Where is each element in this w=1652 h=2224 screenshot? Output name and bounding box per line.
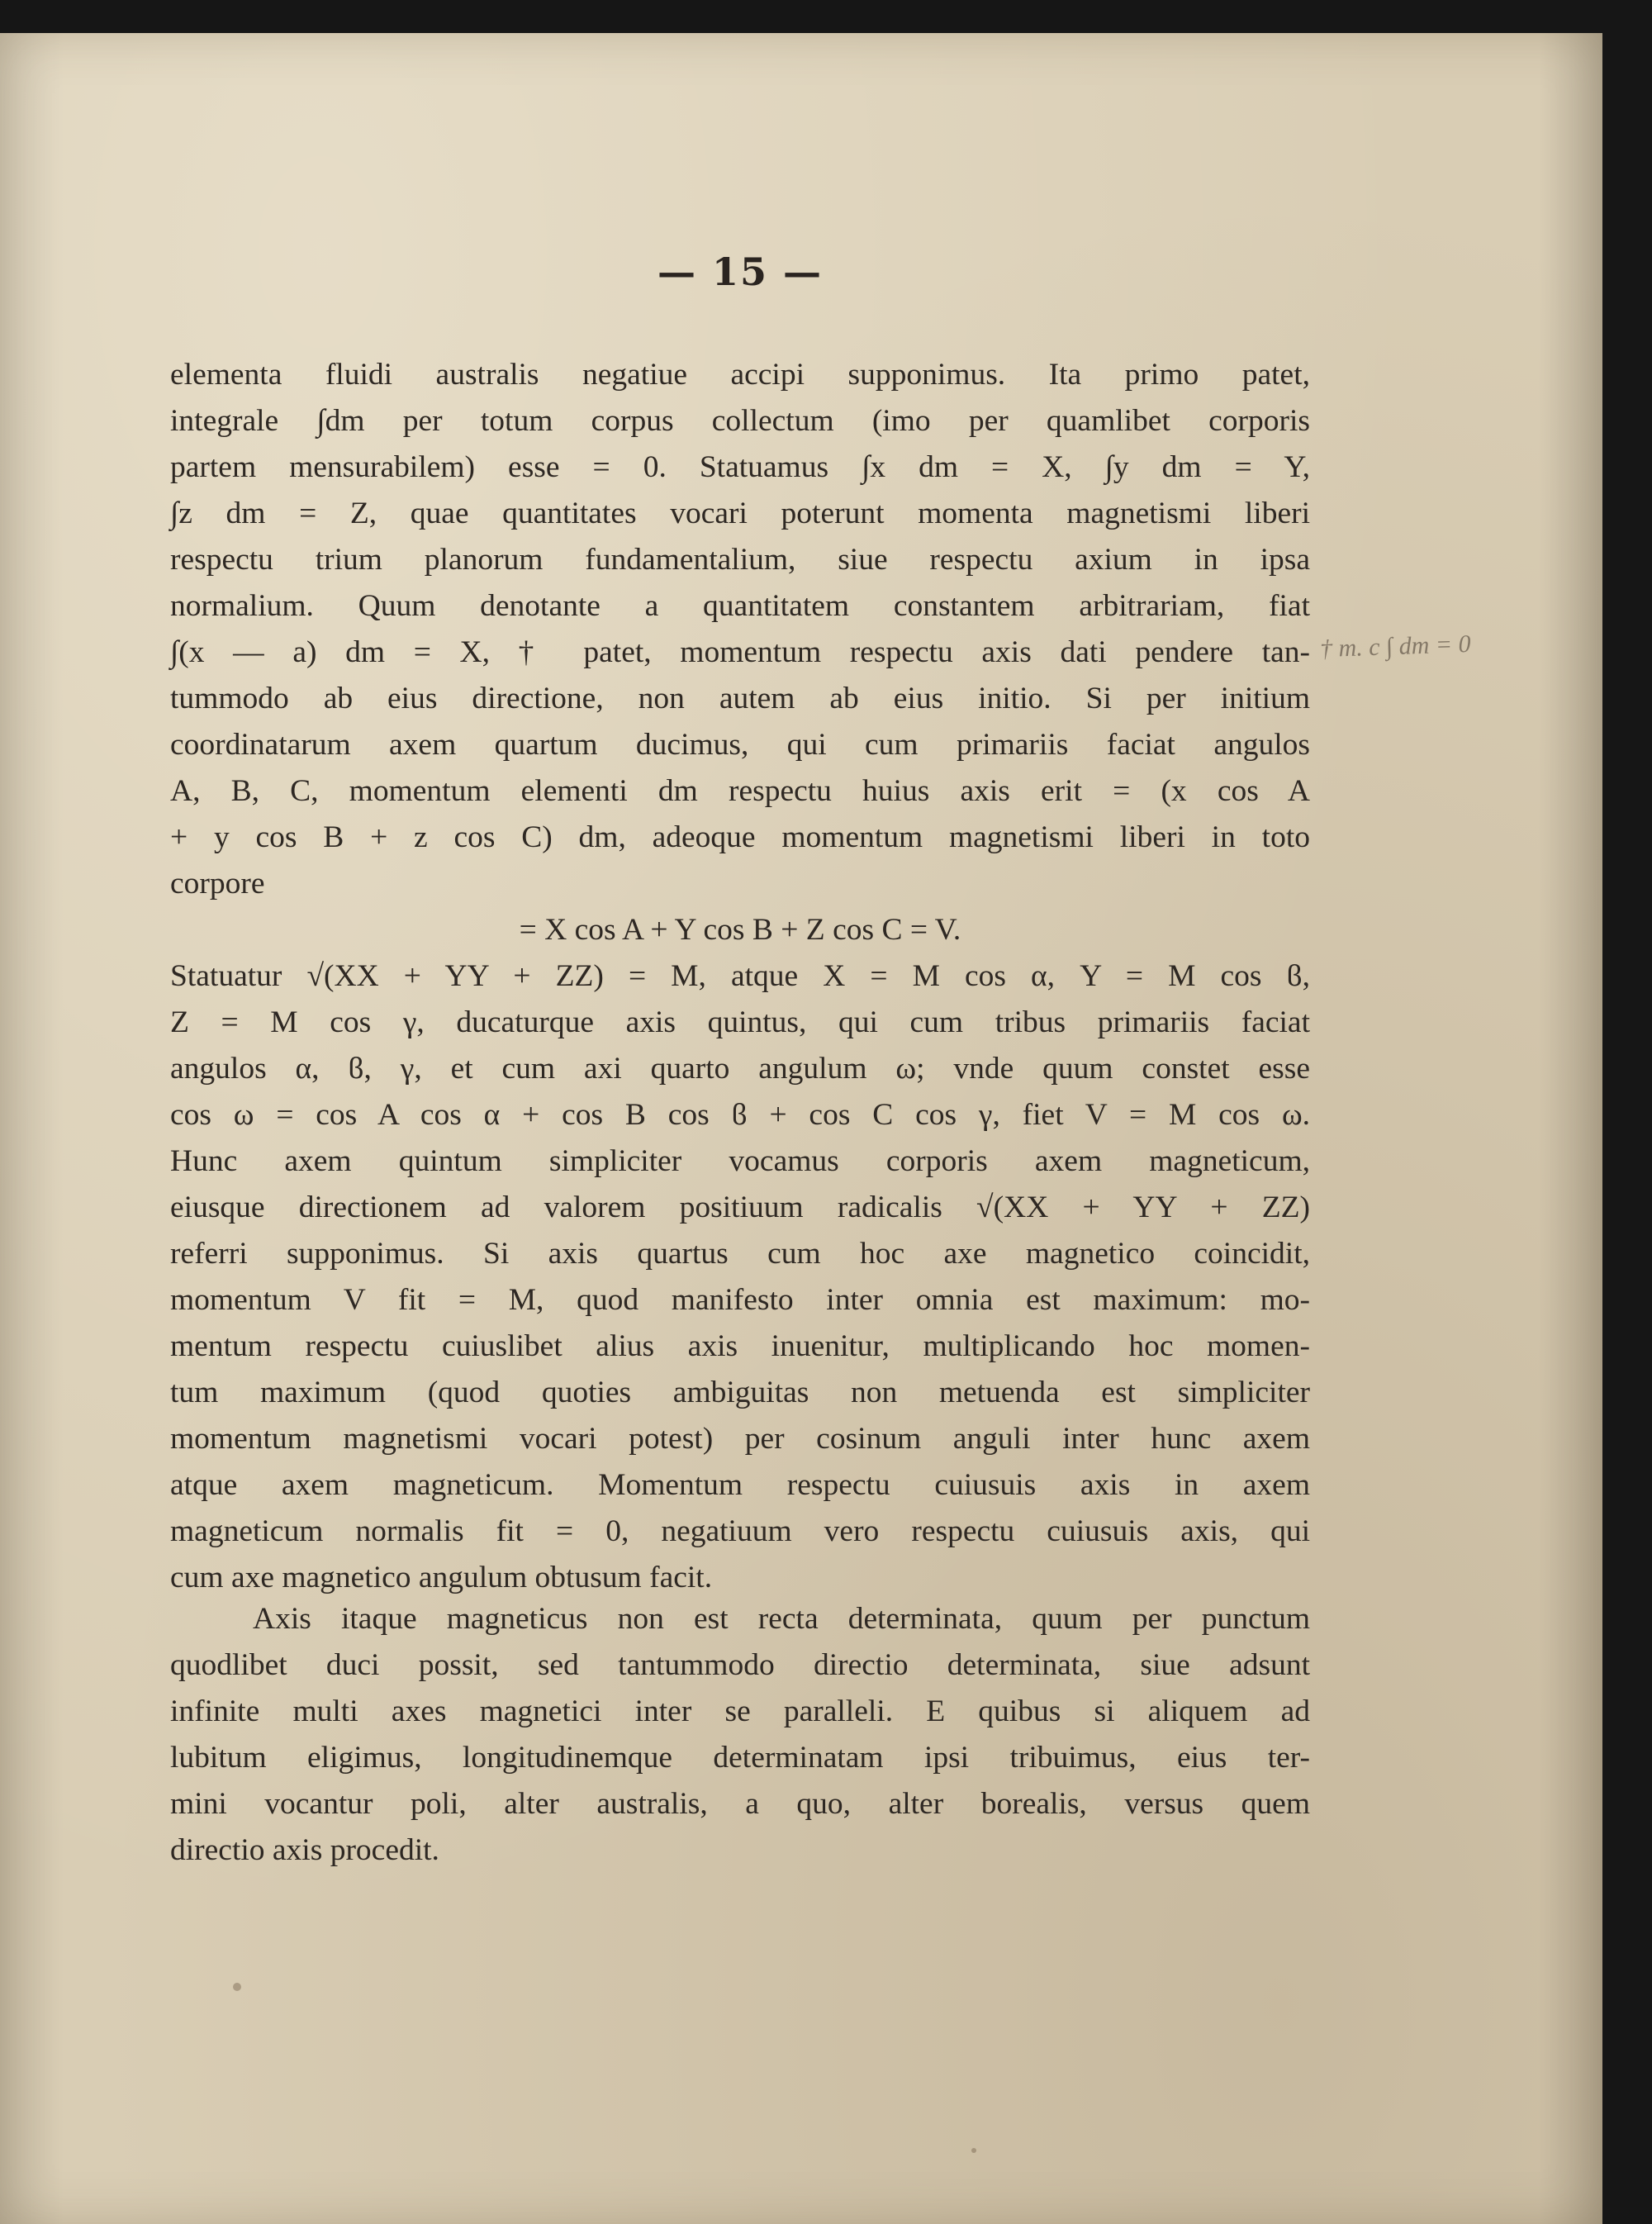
text-line: cum axe magnetico angulum obtusum facit. [170,1561,713,1594]
text-line: + y cos B + z cos C) dm, adeoque momentum magnetismi liberi in toto [170,820,1310,854]
book-page [0,33,1602,2224]
text-line: ∫(x — a) dm = X, † patet, momentum respectu axis dati pendere tan- [170,635,1310,669]
text-line: mentum respectu cuiuslibet alius axis inuenitur, multiplicando hoc momen- [170,1329,1310,1363]
text-line: quodlibet duci possit, sed tantummodo directio determinata, siue adsunt [170,1648,1310,1682]
text-line: momentum V fit = M, quod manifesto inter omnia est maximum: mo- [170,1283,1310,1317]
text-line: coordinatarum axem quartum ducimus, qui cum primariis faciat angulos [170,728,1310,762]
paper-spot [233,1983,241,1991]
text-line: referri supponimus. Si axis quartus cum hoc axe magnetico coincidit, [170,1237,1310,1271]
text-line: eiusque directionem ad valorem positiuum radicalis √(XX + YY + ZZ) [170,1190,1310,1224]
text-line: magneticum normalis fit = 0, negatiuum vero respectu cuiusuis axis, qui [170,1514,1310,1548]
text-line: respectu trium planorum fundamentalium, siue respectu axium in ipsa [170,543,1310,577]
page-number: — 15 — [657,249,824,294]
text-line: Z = M cos γ, ducaturque axis quintus, qui cum tribus primariis faciat [170,1005,1310,1039]
text-line: Axis itaque magneticus non est recta determinata, quum per punctum [253,1602,1310,1636]
text-line: momentum magnetismi vocari potest) per cosinum anguli inter hunc axem [170,1422,1310,1456]
text-line: mini vocantur poli, alter australis, a quo, alter borealis, versus quem [170,1787,1310,1821]
text-line: lubitum eligimus, longitudinemque determinatam ipsi tribuimus, eius ter- [170,1741,1310,1775]
text-line: infinite multi axes magnetici inter se paralleli. E quibus si aliquem ad [170,1694,1310,1728]
text-line: tum maximum (quod quoties ambiguitas non metuenda est simpliciter [170,1376,1310,1409]
display-equation: = X cos A + Y cos B + Z cos C = V. [519,913,961,947]
paragraph-2 [170,1596,1310,1874]
text-line: corpore [170,867,265,901]
text-line: elementa fluidi australis negatiue accipi supponimus. Ita primo patet, [170,358,1310,392]
handwritten-margin-note: † m. c ∫ dm = 0 [1319,630,1472,663]
text-line: atque axem magneticum. Momentum respectu cuiusuis axis in axem [170,1468,1310,1502]
text-line: ∫z dm = Z, quae quantitates vocari poterunt momenta magnetismi liberi [170,497,1310,530]
text-line: directio axis procedit. [170,1833,439,1867]
text-line: Statuatur √(XX + YY + ZZ) = M, atque X = M cos α, Y = M cos ϐ, [170,959,1310,993]
text-line: Hunc axem quintum simpliciter vocamus corporis axem magneticum, [170,1144,1310,1178]
text-line: A, B, C, momentum elementi dm respectu huius axis erit = (x cos A [170,774,1310,808]
text-line: partem mensurabilem) esse = 0. Statuamus ∫x dm = X, ∫y dm = Y, [170,450,1310,484]
text-line: angulos α, ϐ, γ, et cum axi quarto angulum ω; vnde quum constet esse [170,1052,1310,1086]
text-line: tummodo ab eius directione, non autem ab eius initio. Si per initium [170,682,1310,715]
text-line: integrale ∫dm per totum corpus collectum (imo per quamlibet corporis [170,404,1310,438]
paper-spot [971,2148,976,2153]
paragraph-1 [170,352,1310,1601]
text-line: cos ω = cos A cos α + cos B cos ϐ + cos C cos γ, fiet V = M cos ω. [170,1098,1310,1132]
text-line: normalium. Quum denotante a quantitatem constantem arbitrariam, fiat [170,589,1310,623]
